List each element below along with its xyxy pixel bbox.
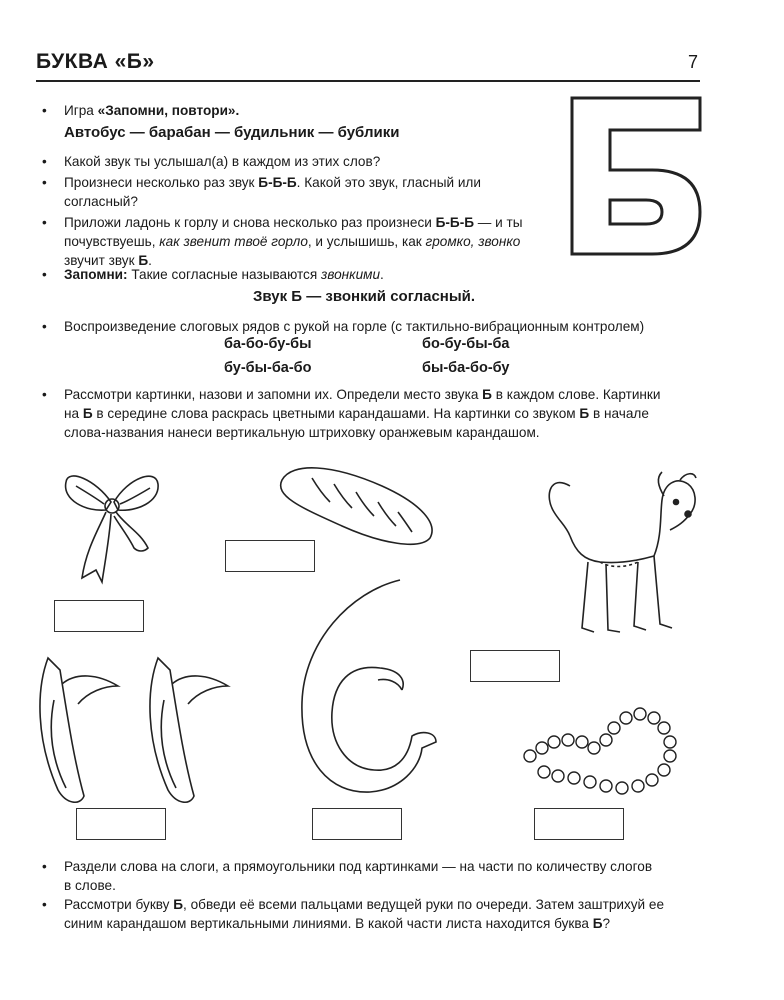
elephant-trunk-illustration <box>290 572 450 802</box>
letter-tracing-task: • Рассмотри букву Б, обведи её всеми пальцами ведущей руки по очереди. Затем заштрихуй ее синим карандашом вертикальными линиями. В какой части листа находится буква Б? <box>42 897 665 931</box>
syllable-box[interactable] <box>54 600 144 632</box>
pictures-task: • Рассмотри картинки, назови и запомни их. Определи место звука Б в каждом слове. Картинки на Б в середине слова раскрась цветными карандашами. На картинки со звуком Б в начале слова-названия нанеси вертикальную штриховку оранжевым карандашом. <box>42 387 661 440</box>
syllable-row: бы-ба-бо-бу <box>422 360 510 376</box>
bananas-illustration <box>18 640 248 820</box>
syllable-row: бо-бу-бы-ба <box>422 336 510 352</box>
syllable-box[interactable] <box>312 808 402 840</box>
big-letter-b-outline <box>560 88 710 258</box>
question-2: • Произнеси несколько раз звук Б-Б-Б. Какой это звук, гласный или согласный? <box>42 175 481 209</box>
words-line: Автобус — барабан — будильник — бублики <box>64 124 400 141</box>
page-title: БУКВА «Б» <box>36 50 155 73</box>
remember-note: • Запомни: Такие согласные называются звонкими. <box>42 267 384 282</box>
dog-illustration <box>530 456 710 646</box>
rule-line: Звук Б — звонкий согласный. <box>253 288 476 305</box>
bow-illustration <box>56 460 166 590</box>
loaf-illustration <box>272 458 442 548</box>
question-3: • Приложи ладонь к горлу и снова несколько раз произнеси Б-Б-Б — и ты почувствуешь, как звенит твоё горло, и услышишь, как громко, звонко звучит звук Б. <box>42 215 523 268</box>
question-1: • Какой звук ты услышал(а) в каждом из этих слов? <box>42 154 381 169</box>
syllables-intro: • Воспроизведение слоговых рядов с рукой на горле (с тактильно-вибрационным контролем) <box>42 319 645 334</box>
syllable-box[interactable] <box>470 650 560 682</box>
beads-illustration <box>510 700 690 810</box>
syllables-division-task: • Раздели слова на слоги, а прямоугольники под картинками — на части по количеству слогов в слове. <box>42 859 653 893</box>
syllable-box[interactable] <box>225 540 315 572</box>
syllable-row: бу-бы-ба-бо <box>224 360 312 376</box>
page-number: 7 <box>687 52 698 72</box>
syllable-row: ба-бо-бу-бы <box>224 336 312 352</box>
header-divider <box>36 80 700 82</box>
game-intro: • Игра «Запомни, повтори». <box>42 103 240 118</box>
syllable-box[interactable] <box>76 808 166 840</box>
syllable-box[interactable] <box>534 808 624 840</box>
